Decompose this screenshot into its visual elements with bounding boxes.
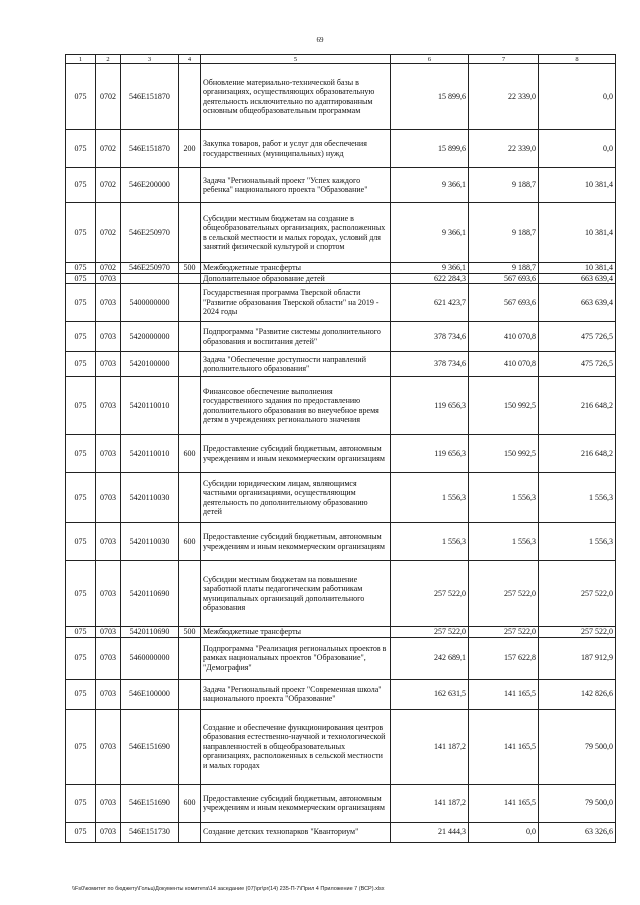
target-article-cell: 546E151870 [121,130,179,168]
amount-year1-cell: 141 187,2 [391,784,469,822]
item-name-cell: Субсидии местным бюджетам на создание в общеобразовательных организациях, расположенных в сельской местности и малых городах, условий для занятий физической культурой и спортом [201,203,391,263]
item-name-cell: Задача "Региональный проект "Успех каждого ребенка" национального проекта "Образование" [201,168,391,203]
amount-year3-cell: 10 381,4 [539,263,616,274]
target-article-cell: 546E151870 [121,64,179,130]
ministry-code-cell: 075 [66,263,96,274]
section-code-cell: 0703 [96,284,121,322]
target-article-cell: 5420110030 [121,523,179,561]
section-code-cell: 0703 [96,377,121,435]
item-name-cell: Обновление материально-технической базы в организациях, осуществляющих образовательную деятельность исключительно по адаптированным основным общеобразовательным программам [201,64,391,130]
header-cell: 6 [391,55,469,64]
item-name-cell: Межбюджетные трансферты [201,263,391,274]
amount-year1-cell: 15 899,6 [391,64,469,130]
expense-kind-cell [179,822,201,842]
amount-year2-cell: 141 165,5 [469,679,539,709]
ministry-code-cell: 075 [66,473,96,523]
expense-kind-cell [179,168,201,203]
amount-year1-cell: 9 366,1 [391,168,469,203]
amount-year3-cell: 216 648,2 [539,377,616,435]
table-row [66,523,616,561]
expense-kind-cell [179,284,201,322]
table-row [66,377,616,435]
header-cell: 4 [179,55,201,64]
ministry-code-cell: 075 [66,784,96,822]
section-code-cell: 0702 [96,263,121,274]
item-name-cell: Подпрограмма "Развитие системы дополнительного образования и воспитания детей" [201,322,391,352]
header-cell: 5 [201,55,391,64]
ministry-code-cell: 075 [66,203,96,263]
header-cell: 7 [469,55,539,64]
table-body [66,64,616,843]
amount-year3-cell: 1 556,3 [539,523,616,561]
header-cell: 2 [96,55,121,64]
target-article-cell: 5420110690 [121,627,179,638]
item-name-cell: Межбюджетные трансферты [201,627,391,638]
section-code-cell: 0703 [96,784,121,822]
ministry-code-cell: 075 [66,273,96,284]
amount-year3-cell: 257 522,0 [539,627,616,638]
table-row [66,168,616,203]
item-name-cell: Задача "Региональный проект "Современная школа" национального проекта "Образование" [201,679,391,709]
amount-year2-cell: 9 188,7 [469,203,539,263]
ministry-code-cell: 075 [66,435,96,473]
target-article-cell: 546E250970 [121,203,179,263]
section-code-cell: 0703 [96,273,121,284]
target-article-cell: 546E151690 [121,709,179,784]
item-name-cell: Предоставление субсидий бюджетным, автономным учреждениям и иным некоммерческим организациям [201,523,391,561]
table-row [66,709,616,784]
amount-year2-cell: 9 188,7 [469,263,539,274]
target-article-cell [121,273,179,284]
expense-kind-cell [179,322,201,352]
table-row [66,322,616,352]
amount-year2-cell: 150 992,5 [469,377,539,435]
item-name-cell: Закупка товаров, работ и услуг для обеспечения государственных (муниципальных) нужд [201,130,391,168]
amount-year2-cell: 257 522,0 [469,627,539,638]
ministry-code-cell: 075 [66,284,96,322]
item-name-cell: Предоставление субсидий бюджетным, автономным учреждениям и иным некоммерческим организациям [201,784,391,822]
section-code-cell: 0703 [96,352,121,377]
expense-kind-cell [179,352,201,377]
ministry-code-cell: 075 [66,168,96,203]
amount-year1-cell: 21 444,3 [391,822,469,842]
amount-year2-cell: 22 339,0 [469,64,539,130]
amount-year1-cell: 1 556,3 [391,473,469,523]
section-code-cell: 0702 [96,203,121,263]
item-name-cell: Дополнительное образование детей [201,273,391,284]
expense-kind-cell [179,679,201,709]
header-row [66,55,616,64]
section-code-cell: 0702 [96,168,121,203]
table-row [66,822,616,842]
section-code-cell: 0703 [96,473,121,523]
target-article-cell: 546E250970 [121,263,179,274]
amount-year2-cell: 0,0 [469,822,539,842]
amount-year3-cell: 142 826,6 [539,679,616,709]
ministry-code-cell: 075 [66,377,96,435]
ministry-code-cell: 075 [66,352,96,377]
amount-year1-cell: 621 423,7 [391,284,469,322]
expense-kind-cell: 500 [179,263,201,274]
amount-year3-cell: 63 326,6 [539,822,616,842]
amount-year2-cell: 141 165,5 [469,784,539,822]
amount-year3-cell: 10 381,4 [539,203,616,263]
section-code-cell: 0703 [96,679,121,709]
expense-kind-cell [179,64,201,130]
target-article-cell: 5420110010 [121,435,179,473]
table-row [66,203,616,263]
amount-year3-cell: 663 639,4 [539,273,616,284]
amount-year2-cell: 410 070,8 [469,322,539,352]
expense-kind-cell [179,473,201,523]
amount-year2-cell: 1 556,3 [469,473,539,523]
table-row [66,561,616,627]
header-cell: 3 [121,55,179,64]
expense-kind-cell: 600 [179,435,201,473]
amount-year1-cell: 119 656,3 [391,377,469,435]
section-code-cell: 0702 [96,64,121,130]
amount-year2-cell: 141 165,5 [469,709,539,784]
amount-year1-cell: 378 734,6 [391,322,469,352]
amount-year1-cell: 9 366,1 [391,203,469,263]
amount-year2-cell: 150 992,5 [469,435,539,473]
item-name-cell: Субсидии юридическим лицам, являющимся частными организациями, осуществляющим деятельность по дополнительному образованию детей [201,473,391,523]
amount-year2-cell: 9 188,7 [469,168,539,203]
amount-year1-cell: 15 899,6 [391,130,469,168]
table-row [66,435,616,473]
ministry-code-cell: 075 [66,561,96,627]
table-row [66,473,616,523]
section-code-cell: 0703 [96,637,121,679]
expense-kind-cell [179,377,201,435]
expense-kind-cell [179,637,201,679]
amount-year3-cell: 475 726,5 [539,322,616,352]
target-article-cell: 546E151690 [121,784,179,822]
amount-year2-cell: 22 339,0 [469,130,539,168]
item-name-cell: Задача "Обеспечение доступности направлений дополнительного образования" [201,352,391,377]
amount-year3-cell: 0,0 [539,130,616,168]
table-row [66,637,616,679]
page-number: 69 [316,36,324,44]
table-row [66,284,616,322]
target-article-cell: 546E100000 [121,679,179,709]
section-code-cell: 0703 [96,627,121,638]
amount-year3-cell: 0,0 [539,64,616,130]
amount-year1-cell: 257 522,0 [391,561,469,627]
amount-year2-cell: 567 693,6 [469,284,539,322]
expense-kind-cell [179,561,201,627]
ministry-code-cell: 075 [66,822,96,842]
target-article-cell: 546E151730 [121,822,179,842]
expense-kind-cell: 200 [179,130,201,168]
section-code-cell: 0703 [96,822,121,842]
target-article-cell: 5460000000 [121,637,179,679]
amount-year3-cell: 475 726,5 [539,352,616,377]
amount-year2-cell: 567 693,6 [469,273,539,284]
amount-year3-cell: 216 648,2 [539,435,616,473]
ministry-code-cell: 075 [66,64,96,130]
target-article-cell: 5400000000 [121,284,179,322]
amount-year1-cell: 257 522,0 [391,627,469,638]
amount-year3-cell: 257 522,0 [539,561,616,627]
budget-table [65,54,616,843]
table-row [66,352,616,377]
item-name-cell: Предоставление субсидий бюджетным, автономным учреждениям и иным некоммерческим организациям [201,435,391,473]
table-row [66,627,616,638]
expense-kind-cell [179,203,201,263]
ministry-code-cell: 075 [66,523,96,561]
item-name-cell: Подпрограмма "Реализация региональных проектов в рамках национальных проектов "Образование", "Демография" [201,637,391,679]
file-path-footer: \\Fs0\комитет по бюджету\Гольц\Документы комитета\14 заседание (07)\pr\pr(14) 235-П-7\Прил 4 Приложение 7 (ВСР).xlsx [72,886,385,892]
item-name-cell: Субсидии местным бюджетам на повышение заработной платы педагогическим работникам муниципальных организаций дополнительного образования [201,561,391,627]
amount-year3-cell: 1 556,3 [539,473,616,523]
amount-year1-cell: 141 187,2 [391,709,469,784]
ministry-code-cell: 075 [66,637,96,679]
amount-year1-cell: 9 366,1 [391,263,469,274]
amount-year3-cell: 79 500,0 [539,709,616,784]
section-code-cell: 0703 [96,523,121,561]
target-article-cell: 5420000000 [121,322,179,352]
table-row [66,679,616,709]
ministry-code-cell: 075 [66,679,96,709]
section-code-cell: 0703 [96,322,121,352]
header-cell: 1 [66,55,96,64]
section-code-cell: 0703 [96,435,121,473]
target-article-cell: 5420110030 [121,473,179,523]
ministry-code-cell: 075 [66,709,96,784]
section-code-cell: 0703 [96,709,121,784]
item-name-cell: Государственная программа Тверской области "Развитие образования Тверской области" на 2019 - 2024 годы [201,284,391,322]
target-article-cell: 5420110690 [121,561,179,627]
amount-year1-cell: 242 689,1 [391,637,469,679]
section-code-cell: 0703 [96,561,121,627]
section-code-cell: 0702 [96,130,121,168]
amount-year3-cell: 79 500,0 [539,784,616,822]
table-row [66,263,616,274]
table-row [66,130,616,168]
amount-year1-cell: 622 284,3 [391,273,469,284]
expense-kind-cell [179,709,201,784]
amount-year3-cell: 187 912,9 [539,637,616,679]
target-article-cell: 546E200000 [121,168,179,203]
amount-year2-cell: 257 522,0 [469,561,539,627]
amount-year2-cell: 1 556,3 [469,523,539,561]
table-row [66,64,616,130]
table-row [66,273,616,284]
expense-kind-cell [179,273,201,284]
expense-kind-cell: 600 [179,784,201,822]
amount-year1-cell: 162 631,5 [391,679,469,709]
item-name-cell: Создание детских технопарков "Кванториум" [201,822,391,842]
expense-kind-cell: 500 [179,627,201,638]
ministry-code-cell: 075 [66,130,96,168]
amount-year3-cell: 10 381,4 [539,168,616,203]
amount-year1-cell: 378 734,6 [391,352,469,377]
table-row [66,784,616,822]
amount-year2-cell: 410 070,8 [469,352,539,377]
amount-year1-cell: 1 556,3 [391,523,469,561]
item-name-cell: Финансовое обеспечение выполнения государственного задания по предоставлению дополнительного образования во внеучебное время детям в учреждениях регионального значения [201,377,391,435]
ministry-code-cell: 075 [66,322,96,352]
header-cell: 8 [539,55,616,64]
item-name-cell: Создание и обеспечение функционирования центров образования естественно-научной и технологической направленностей в общеобразовательных организациях, расположенных в сельской местности и малых городах [201,709,391,784]
amount-year1-cell: 119 656,3 [391,435,469,473]
target-article-cell: 5420100000 [121,352,179,377]
amount-year3-cell: 663 639,4 [539,284,616,322]
amount-year2-cell: 157 622,8 [469,637,539,679]
target-article-cell: 5420110010 [121,377,179,435]
expense-kind-cell: 600 [179,523,201,561]
ministry-code-cell: 075 [66,627,96,638]
